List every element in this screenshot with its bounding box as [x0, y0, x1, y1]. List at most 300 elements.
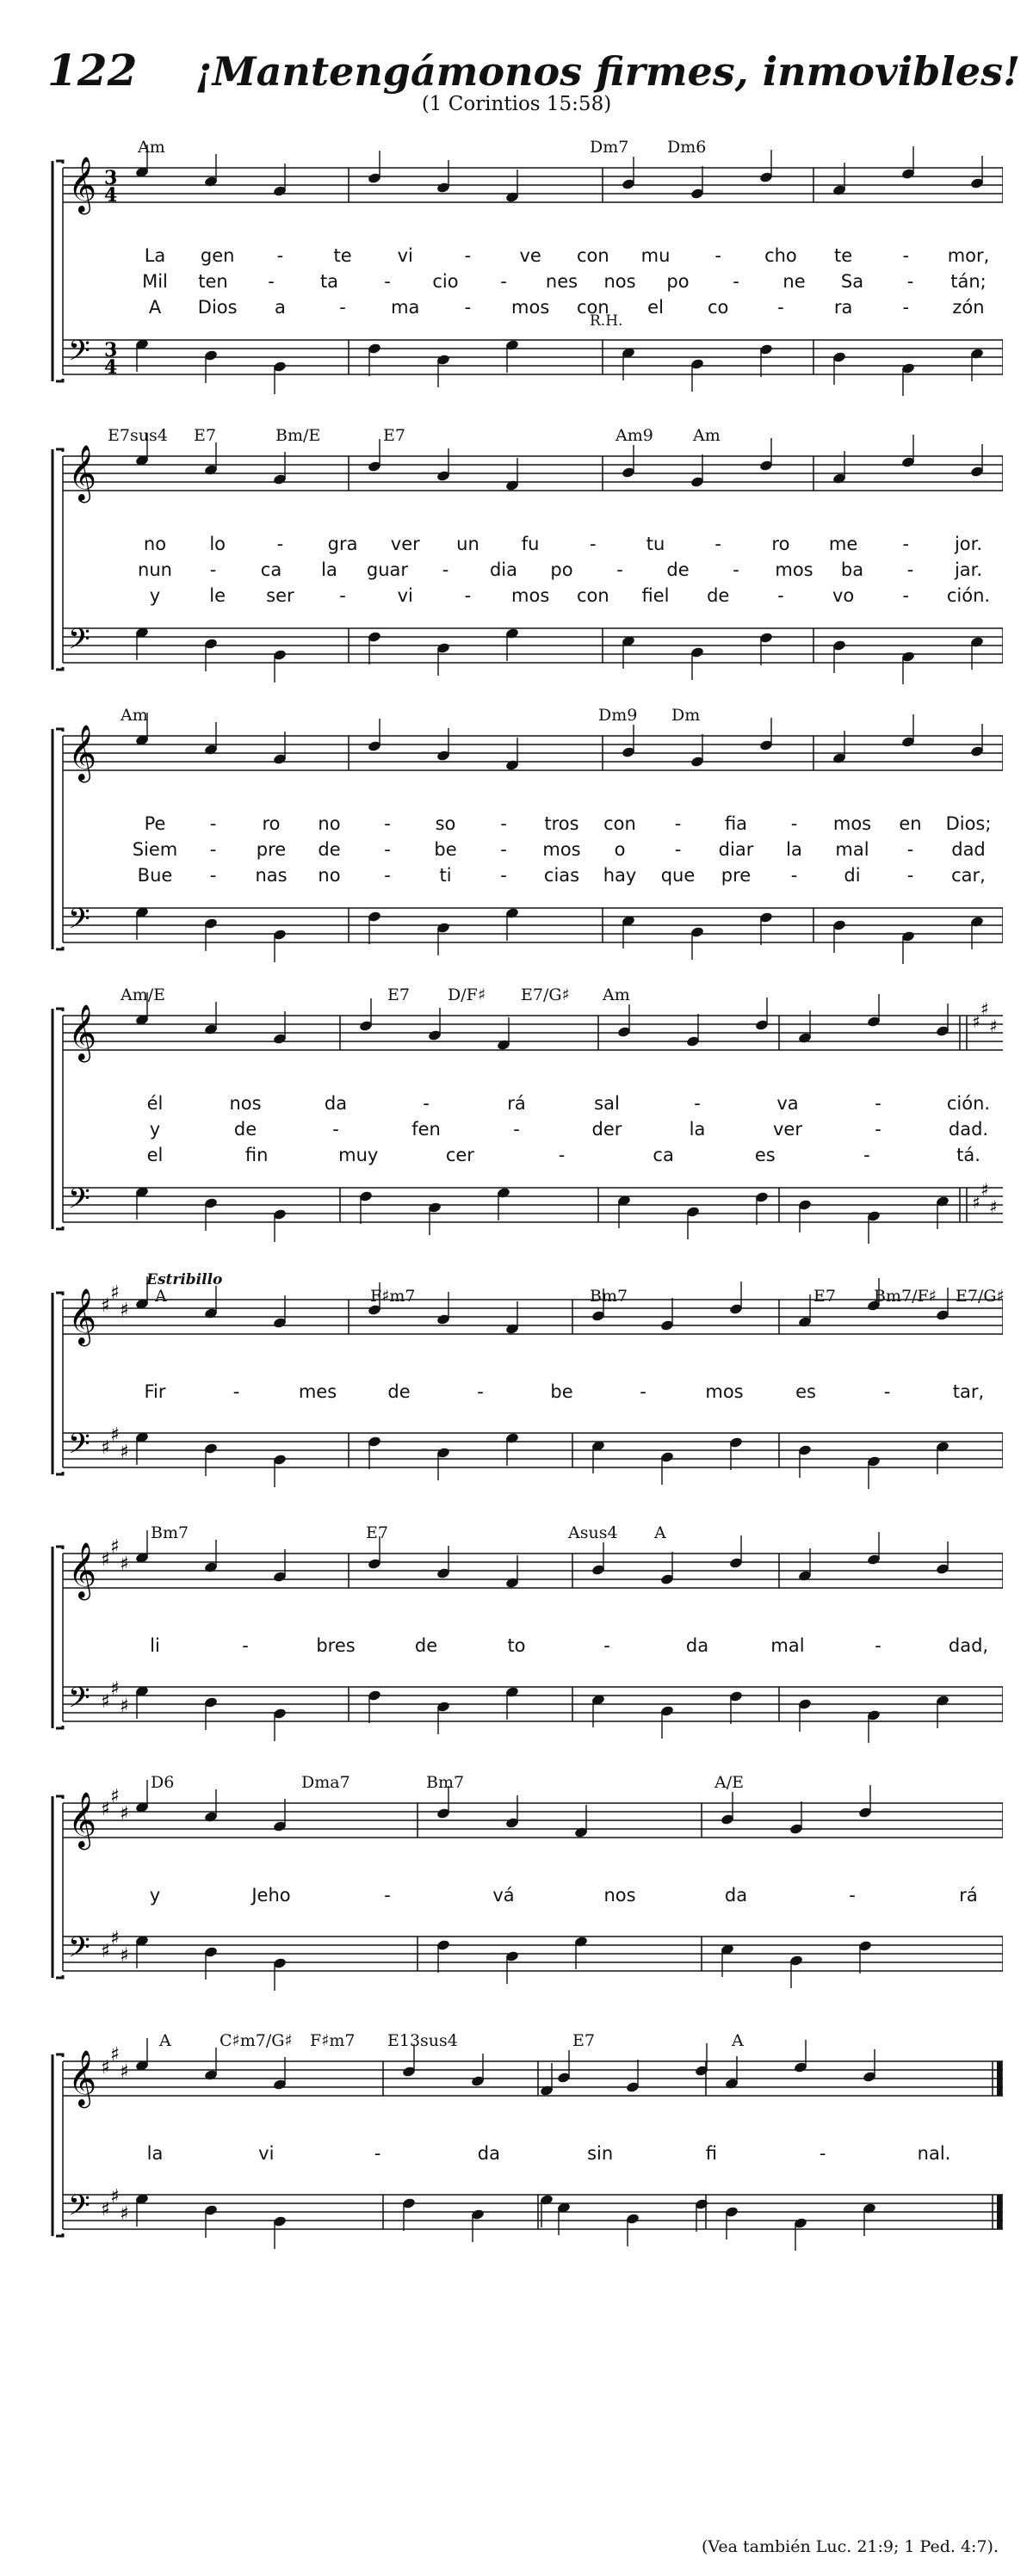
lyric-syllable: no [318, 813, 341, 834]
lyric-syllable: mos [705, 1381, 744, 1402]
lyric-syllable: te [333, 245, 352, 266]
lyric-syllable: de [233, 1119, 257, 1140]
system-bracket [53, 161, 63, 381]
lyric-syllable: ca [260, 559, 282, 580]
lyric-syllable: rá [507, 1093, 526, 1114]
lyric-syllable: fin [244, 1145, 269, 1165]
lyric-syllable: - [906, 559, 914, 580]
lyric-syllable: dad, [948, 1635, 989, 1656]
lyric-syllable: ro [771, 534, 790, 554]
lyric-syllable: da [724, 1885, 748, 1906]
music-system [47, 2031, 1003, 2384]
lyric-syllable: - [276, 245, 284, 266]
lyric-syllable: guar [366, 559, 409, 580]
lyric-syllable: a [274, 297, 286, 318]
key-sharp: ♯ [110, 1424, 120, 1446]
chord-symbol: D6 [151, 1773, 175, 1792]
lyric-syllable: el [647, 297, 664, 318]
lyric-syllable: da [477, 2143, 500, 2164]
lyric-syllable: la [146, 2143, 164, 2164]
system-bracket [53, 1796, 63, 1978]
key-sharp: ♯ [101, 1799, 110, 1820]
time-signature: 3 [104, 167, 118, 189]
chord-symbol: Am [121, 706, 148, 725]
lyric-syllable: ten [198, 271, 228, 292]
key-sharp: ♯ [110, 1928, 120, 1949]
lyric-syllable: - [464, 585, 472, 606]
lyric-syllable: ver [773, 1119, 802, 1140]
lyric-syllable: mos [511, 297, 550, 318]
lyric-syllable: A [148, 297, 162, 318]
lyric-syllable: - [209, 559, 217, 580]
lyric-syllable: y [149, 1885, 161, 1906]
lyric-syllable: vo [832, 585, 855, 606]
hymn-number: 122 [47, 45, 138, 96]
lyric-syllable: li [150, 1635, 160, 1656]
bass-clef: 𝄢 [68, 1682, 90, 1721]
lyric-syllable: ca [653, 1145, 674, 1165]
chord-symbol: Bm7 [590, 1287, 628, 1306]
lyric-syllable: de [318, 839, 341, 860]
chord-symbol: Dm6 [667, 138, 707, 157]
staff-system [47, 1269, 1003, 1510]
lyric-syllable: con [576, 245, 609, 266]
lyric-syllable: ver [390, 534, 420, 554]
lyric-syllable: da [685, 1635, 709, 1656]
lyric-syllable: ne [782, 271, 806, 292]
lyric-syllable: - [777, 297, 784, 318]
lyric-syllable: cer [445, 1145, 474, 1165]
lyric-syllable: - [339, 585, 346, 606]
lyric-syllable: rá [959, 1885, 978, 1906]
bass-clef: 𝄢 [68, 1183, 90, 1222]
lyric-syllable: jor. [954, 534, 983, 554]
lyric-syllable: - [332, 1119, 339, 1140]
treble-clef: 𝄞 [68, 2050, 97, 2106]
key-sharp: ♯ [101, 1941, 110, 1962]
lyric-syllable: vi [397, 585, 413, 606]
lyric-syllable: fu [521, 534, 540, 554]
lyric-syllable: nos [603, 271, 636, 292]
key-sharp: ♯ [110, 2186, 120, 2208]
lyric-syllable: co [708, 297, 729, 318]
lyric-syllable: es [754, 1145, 776, 1165]
staff-system [47, 2031, 1003, 2384]
lyric-syllable: po [666, 271, 690, 292]
key-sharp: ♯ [101, 1295, 110, 1317]
lyric-syllable: to [507, 1635, 526, 1656]
chord-symbol: Am/E [121, 985, 166, 1004]
lyric-syllable: - [242, 1635, 249, 1656]
treble-clef: 𝄞 [68, 1542, 97, 1598]
chord-symbol: C♯m7/G♯ [220, 2031, 293, 2050]
lyric-syllable: - [209, 839, 217, 860]
lyric-syllable: muy [338, 1145, 379, 1165]
key-sharp: ♯ [120, 1442, 129, 1463]
lyric-syllable: fen [411, 1119, 441, 1140]
lyric-syllable: te [834, 245, 853, 266]
lyric-syllable: mos [775, 559, 813, 580]
system-bracket [53, 1009, 63, 1229]
lyric-syllable: mos [511, 585, 550, 606]
bass-clef: 𝄢 [68, 623, 90, 663]
time-signature: 4 [104, 356, 118, 379]
lyric-syllable: tá. [956, 1145, 980, 1165]
chord-symbol: E7/G♯ [956, 1287, 1005, 1306]
lyric-syllable: de [707, 585, 730, 606]
key-sharp: ♯ [120, 1945, 129, 1967]
lyric-syllable: pre [721, 865, 752, 886]
lyric-syllable: be [550, 1381, 573, 1402]
music-system [47, 138, 1003, 409]
lyric-syllable: - [442, 559, 449, 580]
lyric-syllable: - [875, 1119, 881, 1140]
lyric-syllable: con [603, 813, 636, 834]
chord-symbol: Am [603, 985, 630, 1004]
scripture-reference: (1 Corintios 15:58) [421, 93, 612, 115]
treble-clef: 𝄞 [68, 157, 97, 213]
lyric-syllable: Dios [197, 297, 238, 318]
lyric-syllable: dia [489, 559, 518, 580]
lyric-syllable: sal [594, 1093, 620, 1114]
lyric-syllable: hay [603, 865, 637, 886]
lyric-syllable: la [786, 839, 802, 860]
chord-symbol: E7 [194, 426, 216, 445]
lyric-syllable: o [614, 839, 626, 860]
lyric-syllable: y [149, 1119, 161, 1140]
chord-symbol: A [155, 1287, 167, 1306]
lyric-syllable: vi [397, 245, 413, 266]
chord-symbol: E7sus4 [108, 426, 168, 445]
chord-symbol: A [654, 1523, 666, 1542]
chord-symbol: A [732, 2031, 744, 2050]
key-sharp: ♯ [110, 2044, 120, 2066]
system-bracket [53, 449, 63, 670]
lyric-syllable: Mil [142, 271, 168, 292]
chord-symbol: E7 [383, 426, 405, 445]
lyric-syllable: bres [316, 1635, 356, 1656]
lyric-syllable: nos [229, 1093, 262, 1114]
lyric-syllable: - [616, 559, 623, 580]
lyric-syllable: di [844, 865, 861, 886]
lyric-syllable: nal. [917, 2143, 951, 2164]
lyric-syllable: nun [138, 559, 172, 580]
lyric-syllable: - [384, 1885, 391, 1906]
chord-symbol: Bm/E [275, 426, 321, 445]
lyric-syllable: mal [835, 839, 869, 860]
lyric-syllable: él [146, 1093, 164, 1114]
staff-system [47, 1773, 1003, 2014]
treble-clef: 𝄞 [68, 445, 97, 501]
key-sharp: ♯ [101, 2057, 110, 2079]
lyric-syllable: de [666, 559, 690, 580]
lyric-syllable: - [849, 1885, 856, 1906]
chord-symbol: F♯m7 [310, 2031, 356, 2050]
key-sharp: ♯ [120, 2203, 129, 2225]
lyric-syllable: ra [833, 297, 853, 318]
lyric-syllable: - [276, 534, 284, 554]
key-sharp: ♯ [972, 1011, 980, 1032]
lyric-syllable: - [500, 865, 507, 886]
hand-label: R.H. [590, 312, 623, 330]
chord-symbol: Dm7 [590, 138, 629, 157]
lyric-syllable: - [423, 1093, 430, 1114]
lyric-syllable: - [777, 585, 784, 606]
lyric-syllable: la [321, 559, 337, 580]
lyric-syllable: - [209, 813, 217, 834]
lyric-syllable: tros [544, 813, 579, 834]
lyric-syllable: - [374, 2143, 381, 2164]
key-sharp: ♯ [980, 1179, 989, 1200]
lyric-syllable: gra [327, 534, 358, 554]
lyric-syllable: - [513, 1119, 520, 1140]
bass-clef: 𝄢 [68, 1428, 90, 1467]
chord-symbol: A [159, 2031, 171, 2050]
lyric-syllable: Jeho [251, 1885, 291, 1906]
lyric-syllable: tán; [950, 271, 987, 292]
lyric-syllable: - [694, 1093, 701, 1114]
time-signature: 4 [104, 184, 118, 207]
lyric-syllable: dad [951, 839, 986, 860]
lyric-syllable: - [603, 1635, 610, 1656]
lyric-syllable: ti [439, 865, 452, 886]
chord-symbol: Am9 [615, 426, 653, 445]
staff-system [47, 985, 1003, 1248]
staff-system [47, 706, 1003, 964]
key-sharp: ♯ [120, 1696, 129, 1717]
chord-symbol: E7 [366, 1523, 388, 1542]
lyric-syllable: - [500, 271, 507, 292]
bass-clef: 𝄢 [68, 903, 90, 942]
lyric-syllable: - [790, 865, 798, 886]
lyric-syllable: - [790, 813, 798, 834]
key-sharp: ♯ [972, 1192, 980, 1213]
system-bracket [53, 2054, 63, 2236]
lyric-syllable: ve [519, 245, 541, 266]
lyric-syllable: - [558, 1145, 566, 1165]
lyric-syllable: ción. [946, 585, 991, 606]
key-sharp: ♯ [989, 1196, 998, 1217]
key-sharp: ♯ [120, 1554, 129, 1575]
lyric-syllable: Siem [132, 839, 178, 860]
lyric-syllable: - [714, 534, 722, 554]
lyric-syllable: fiel [641, 585, 670, 606]
lyric-syllable: - [863, 1145, 870, 1165]
lyric-syllable: mal [770, 1635, 805, 1656]
lyric-syllable: - [902, 534, 910, 554]
lyric-syllable: so [435, 813, 456, 834]
lyric-syllable: tar, [952, 1381, 985, 1402]
lyric-syllable: ro [262, 813, 281, 834]
lyric-syllable: cio [432, 271, 459, 292]
system-bracket [53, 1547, 63, 1728]
music-system [47, 1773, 1003, 2014]
lyric-syllable: - [819, 2143, 826, 2164]
lyric-syllable: que [660, 865, 696, 886]
lyric-syllable: - [384, 839, 391, 860]
lyric-syllable: nes [545, 271, 578, 292]
lyric-syllable: un [456, 534, 479, 554]
chord-symbol: Dm [671, 706, 701, 725]
lyric-syllable: Bue [137, 865, 173, 886]
lyric-syllable: - [339, 297, 346, 318]
chord-symbol: E7/G♯ [521, 985, 570, 1004]
chord-symbol: E7 [572, 2031, 595, 2050]
lyric-syllable: - [384, 271, 391, 292]
lyric-syllable: - [384, 865, 391, 886]
key-sharp: ♯ [110, 1282, 120, 1304]
lyric-syllable: - [384, 813, 391, 834]
bass-clef: 𝄢 [68, 1931, 90, 1971]
lyric-syllable: - [268, 271, 275, 292]
lyric-syllable: lo [209, 534, 226, 554]
lyric-syllable: sin [587, 2143, 614, 2164]
lyric-syllable: y [149, 585, 161, 606]
key-sharp: ♯ [110, 1536, 120, 1558]
chord-symbol: E7 [813, 1287, 836, 1306]
key-sharp: ♯ [101, 1549, 110, 1571]
lyric-syllable: - [875, 1635, 881, 1656]
lyric-syllable: ser [266, 585, 294, 606]
lyric-syllable: - [902, 585, 910, 606]
lyric-syllable: La [144, 245, 166, 266]
key-sharp: ♯ [110, 1678, 120, 1700]
music-system [47, 985, 1003, 1248]
lyric-syllable: con [576, 297, 609, 318]
lyric-syllable: - [674, 813, 682, 834]
lyric-syllable: - [464, 297, 472, 318]
chord-symbol: F♯m7 [370, 1287, 416, 1306]
lyric-syllable: - [733, 559, 739, 580]
music-system [47, 1523, 1003, 1764]
lyric-syllable: la [689, 1119, 706, 1140]
chord-symbol: Bm7/F♯ [874, 1287, 937, 1306]
lyric-syllable: le [209, 585, 226, 606]
treble-clef: 𝄞 [68, 1004, 97, 1060]
lyric-syllable: gen [200, 245, 235, 266]
lyric-syllable: - [232, 1381, 240, 1402]
lyric-syllable: mos [542, 839, 581, 860]
lyric-syllable: zón [952, 297, 985, 318]
bass-clef: 𝄢 [68, 335, 90, 374]
lyric-syllable: mu [640, 245, 671, 266]
lyric-syllable: - [674, 839, 682, 860]
chord-symbol: D/F♯ [448, 985, 486, 1004]
lyric-syllable: dad. [948, 1119, 989, 1140]
chord-symbol: A/E [714, 1773, 744, 1792]
treble-clef: 𝄞 [68, 1288, 97, 1344]
chord-symbol: E13sus4 [387, 2031, 458, 2050]
lyric-syllable: fia [724, 813, 748, 834]
lyric-syllable: - [714, 245, 722, 266]
key-sharp: ♯ [980, 998, 989, 1019]
lyric-syllable: tu [646, 534, 665, 554]
lyric-syllable: - [902, 245, 910, 266]
lyric-syllable: Dios; [945, 813, 992, 834]
key-sharp: ♯ [120, 2061, 129, 2083]
key-sharp: ♯ [101, 1437, 110, 1459]
lyric-syllable: Pe [144, 813, 166, 834]
lyric-syllable: - [906, 271, 914, 292]
music-system [47, 426, 1003, 684]
lyric-syllable: po [550, 559, 573, 580]
lyric-syllable: fi [705, 2143, 718, 2164]
bass-clef: 𝄢 [68, 2190, 90, 2229]
lyric-syllable: cias [543, 865, 580, 886]
key-sharp: ♯ [110, 1786, 120, 1807]
lyric-syllable: con [576, 585, 609, 606]
lyric-syllable: ta [319, 271, 339, 292]
key-sharp: ♯ [101, 2199, 110, 2221]
lyric-syllable: - [500, 813, 507, 834]
lyric-syllable: be [434, 839, 457, 860]
lyric-syllable: vá [492, 1885, 515, 1906]
music-system [47, 706, 1003, 964]
key-sharp: ♯ [120, 1300, 129, 1321]
lyric-syllable: - [464, 245, 472, 266]
lyric-syllable: me [828, 534, 858, 554]
section-label: Estribillo [146, 1271, 223, 1288]
lyric-syllable: en [899, 813, 922, 834]
lyric-syllable: - [906, 839, 914, 860]
key-sharp: ♯ [989, 1016, 998, 1036]
lyric-syllable: - [906, 865, 914, 886]
chord-symbol: Bm7 [151, 1523, 189, 1542]
treble-clef: 𝄞 [68, 725, 97, 781]
lyric-syllable: Fir [144, 1381, 166, 1402]
treble-clef: 𝄞 [68, 1792, 97, 1848]
lyric-syllable: jar. [954, 559, 983, 580]
lyric-syllable: el [146, 1145, 164, 1165]
lyric-syllable: no [143, 534, 167, 554]
lyric-syllable: - [590, 534, 597, 554]
lyric-syllable: mos [832, 813, 872, 834]
lyric-syllable: nas [255, 865, 288, 886]
lyric-syllable: de [387, 1381, 411, 1402]
lyric-syllable: - [209, 865, 217, 886]
chord-symbol: Asus4 [568, 1523, 618, 1542]
lyric-syllable: Sa [840, 271, 864, 292]
chord-symbol: Dma7 [301, 1773, 350, 1792]
chord-symbol: Am [138, 138, 165, 157]
footer-reference: (Vea también Luc. 21:9; 1 Ped. 4:7). [702, 2537, 999, 2556]
staff-system [47, 426, 1003, 684]
lyric-syllable: ma [391, 297, 420, 318]
chord-symbol: E7 [387, 985, 410, 1004]
chord-symbol: Bm7 [426, 1773, 465, 1792]
lyric-syllable: - [902, 297, 910, 318]
lyric-syllable: da [324, 1093, 348, 1114]
lyric-syllable: nos [603, 1885, 636, 1906]
hymn-header [47, 45, 1020, 96]
hymn-title: ¡Mantengámonos firmes, inmovibles! [195, 48, 1021, 95]
lyric-syllable: no [318, 865, 341, 886]
lyric-syllable: - [733, 271, 739, 292]
time-signature: 3 [104, 339, 118, 361]
lyric-syllable: - [477, 1381, 484, 1402]
key-sharp: ♯ [101, 1691, 110, 1713]
lyric-syllable: - [875, 1093, 881, 1114]
chord-symbol: Dm9 [598, 706, 638, 725]
lyric-syllable: va [776, 1093, 799, 1114]
lyric-syllable: cho [764, 245, 797, 266]
lyric-syllable: - [883, 1381, 891, 1402]
lyric-syllable: der [591, 1119, 622, 1140]
system-bracket [53, 729, 63, 949]
lyric-syllable: es [795, 1381, 816, 1402]
chord-symbol: Am [693, 426, 721, 445]
lyric-syllable: vi [258, 2143, 275, 2164]
